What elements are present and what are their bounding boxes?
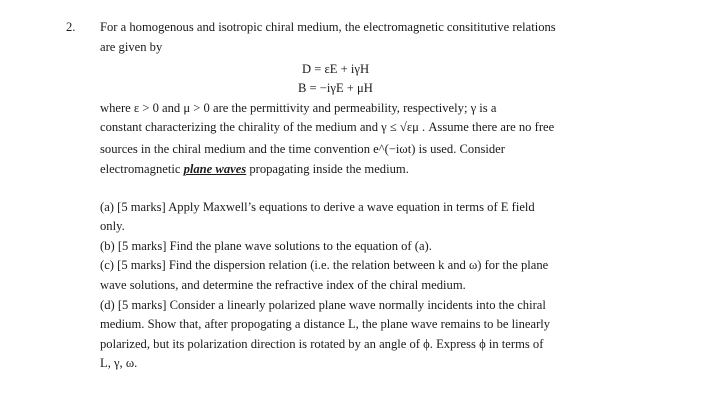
- body-line-1: where ε > 0 and μ > 0 are the permittivity and permeability, respectively; γ is a: [100, 101, 497, 115]
- part-d-line-4: L, γ, ω.: [100, 356, 138, 370]
- equation-b: [298, 80, 373, 96]
- body-line-3: sources in the chiral medium and the time convention e^(−iωt) is used. Consider: [100, 142, 505, 156]
- part-a-line-1: (a) [5 marks] Apply Maxwell’s equations to derive a wave equation in terms of E field: [100, 200, 535, 214]
- part-c-line-1: (c) [5 marks] Find the dispersion relation (i.e. the relation between k and ω) for the plane: [100, 258, 549, 272]
- intro-line-1: For a homogenous and isotropic chiral medium, the electromagnetic consititutive relations: [100, 20, 556, 34]
- body-line-2: constant characterizing the chirality of the medium and γ ≤ √εμ . Assume there are no free: [100, 120, 555, 134]
- part-d-line-2: medium. Show that, after propogating a distance L, the plane wave remains to be linearly: [100, 317, 551, 331]
- emphasized-term: plane waves: [183, 162, 247, 176]
- intro-line-2: are given by: [100, 40, 163, 54]
- question-number: 2.: [66, 20, 76, 34]
- equation-b-text: B = −iγE + μH: [298, 81, 373, 95]
- equation-d-text: D = εE + iγH: [302, 62, 370, 76]
- body-line-4: electromagnetic plane waves propagating inside the medium.: [100, 162, 409, 176]
- part-d-line-1: (d) [5 marks] Consider a linearly polarized plane wave normally incidents into the chiral: [100, 298, 546, 312]
- part-a-line-2: only.: [100, 219, 125, 233]
- equation-d: [302, 61, 369, 77]
- part-b-line-1: (b) [5 marks] Find the plane wave solutions to the equation of (a).: [100, 239, 432, 253]
- part-c-line-2: wave solutions, and determine the refractive index of the chiral medium.: [100, 278, 466, 292]
- part-d-line-3: polarized, but its polarization direction is rotated by an angle of ϕ. Express ϕ in terms of: [100, 337, 544, 351]
